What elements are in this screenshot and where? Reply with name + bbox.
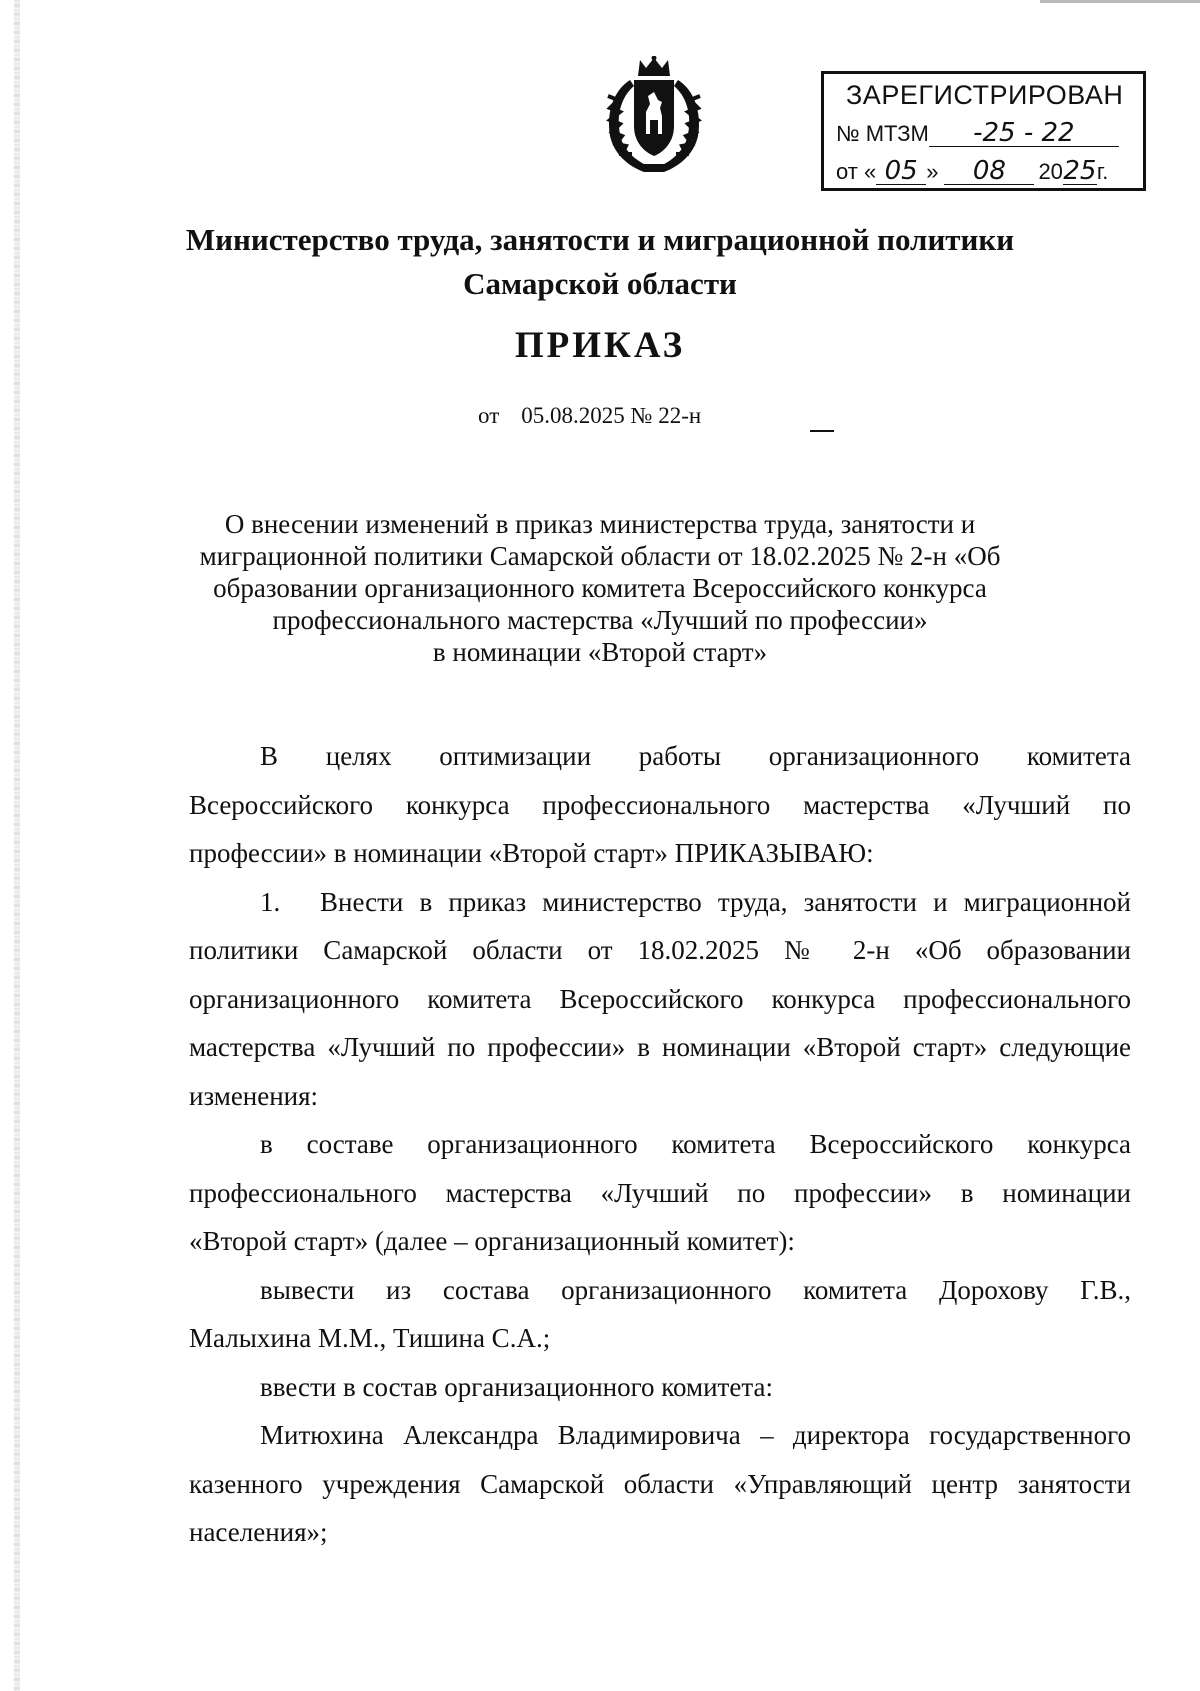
body-line-numbered [189, 878, 1131, 927]
subject-line: О внесении изменений в приказ министерства труда, занятости и [224, 509, 976, 539]
body-line: В целях оптимизации работы организационного комитета [260, 741, 1131, 771]
stamp-number-value: -25 - 22 [929, 120, 1119, 147]
stamp-number-row [836, 120, 1119, 147]
subject-line: в номинации «Второй старт» [432, 637, 768, 667]
subject-line: образовании организационного комитета Всероссийского конкурса [213, 573, 987, 603]
ministry-name [0, 218, 1200, 306]
body-line: казенного учреждения Самарской области «Управляющий центр занятости [189, 1468, 1131, 1499]
order-date-value: 05.08.2025 № 22-н [521, 403, 702, 428]
body-line: в составе организационного комитета Всероссийского конкурса [260, 1129, 1131, 1159]
order-date [478, 403, 701, 429]
stamp-day: 05 [876, 158, 926, 185]
stamp-title: ЗАРЕГИСТРИРОВАН [846, 80, 1124, 110]
order-title: ПРИКАЗ [514, 325, 686, 366]
stamp-year-suffix: 25 [1063, 156, 1097, 186]
dash-mark [810, 430, 834, 432]
body-line: населения»; [189, 1517, 328, 1547]
stamp-date-label: от « [836, 159, 877, 184]
stamp-year-unit: г. [1096, 159, 1109, 184]
coat-of-arms-emblem [600, 56, 708, 176]
subject-line: миграционной политики Самарской области от 18.02.2025 № 2-н «Об [199, 541, 1001, 571]
body-line: профессионального мастерства «Лучший по профессии» в номинации [189, 1177, 1131, 1208]
body-line: изменения: [189, 1080, 319, 1111]
body-line: политики Самарской области от 18.02.2025 № 2-н «Об образовании [189, 935, 1131, 965]
order-subject [0, 508, 1200, 668]
stamp-month: 08 [944, 158, 1034, 185]
body-line: Малыхина М.М., Тишина С.А.; [189, 1323, 551, 1353]
scan-top-line [1040, 0, 1200, 3]
body-line: ввести в состав организационного комитета: [260, 1371, 773, 1402]
body-line: Всероссийского конкурса профессионального мастерства «Лучший по [189, 789, 1131, 820]
stamp-day-close: » [926, 159, 939, 184]
stamp-year-prefix: 20 [1038, 159, 1063, 184]
body-line: организационного комитета Всероссийского конкурса профессионального [189, 983, 1131, 1014]
ministry-line-1: Министерство труда, занятости и миграционной политики [185, 222, 1015, 257]
item-number: 1. [260, 886, 281, 917]
item-text: Внести в приказ министерство труда, занятости и миграционной [320, 886, 1131, 917]
body-line: Митюхина Александра Владимировича – директора государственного [260, 1420, 1131, 1450]
registration-stamp [821, 71, 1146, 191]
stamp-date-row [836, 158, 1108, 185]
body-line: вывести из состава организационного комитета Дорохову Г.В., [260, 1274, 1131, 1305]
order-body [189, 732, 1131, 1557]
subject-line: профессионального мастерства «Лучший по профессии» [272, 605, 928, 635]
ministry-line-2: Самарской области [463, 266, 737, 301]
body-line: «Второй старт» (далее – организационный комитет): [189, 1226, 795, 1256]
body-line: мастерства «Лучший по профессии» в номинации «Второй старт» следующие [189, 1032, 1131, 1062]
stamp-number-label: № МТЗМ [836, 121, 929, 146]
body-line: профессии» в номинации «Второй старт» ПРИКАЗЫВАЮ: [189, 838, 874, 868]
order-date-prefix: от [478, 403, 500, 428]
